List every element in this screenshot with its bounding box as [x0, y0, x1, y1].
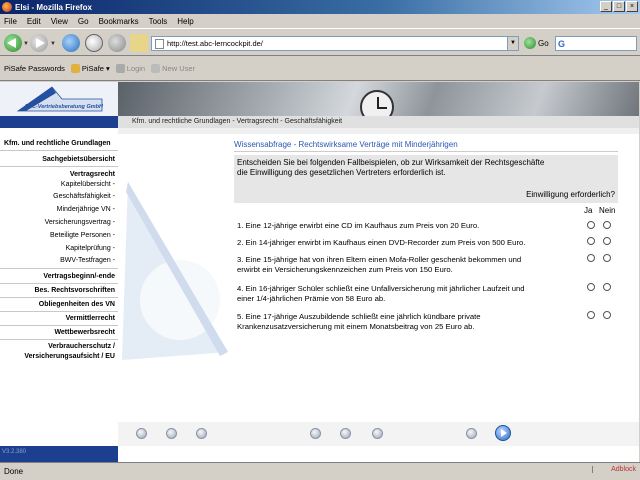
pisafe-label: PiSafe	[81, 64, 104, 73]
question-text-line-1: 5. Eine 17-jährige Auszubildende schließt eine jährlich kündbare private	[237, 312, 481, 321]
web-content	[0, 82, 640, 462]
window-title: Elsi - Mozilla Firefox	[15, 2, 92, 12]
new-user-button[interactable]	[151, 64, 195, 73]
sidebar-item-geschaeftsfaehigkeit[interactable]: Geschäftsfähigkeit -	[53, 193, 115, 200]
google-icon: G	[558, 38, 566, 49]
sidebar-item-bwv-testfragen[interactable]: BWV-Testfragen -	[60, 257, 115, 264]
back-dropdown-icon[interactable]: ▼	[23, 41, 29, 47]
sidebar-item-versicherungsaufsicht[interactable]: Versicherungsaufsicht / EU	[24, 353, 115, 360]
bottom-navigation	[118, 422, 640, 446]
sidebar-item-verbraucherschutz[interactable]: Verbraucherschutz /	[48, 343, 115, 350]
title-underline	[234, 151, 618, 152]
question-text: 1. Eine 12-jährige erwirbt eine CD im Kaufhaus zum Preis von 20 Euro.	[237, 221, 480, 230]
company-logo[interactable]	[0, 82, 118, 116]
question-text-line-2: erwirbt ein Versicherungskennzeichen zum Preis von 150 Euro.	[237, 265, 453, 274]
sidebar-top-section[interactable]: Kfm. und rechtliche Grundlagen	[4, 140, 111, 147]
question-4-ja-radio[interactable]	[587, 283, 595, 291]
question-3-ja-radio[interactable]	[587, 254, 595, 262]
info-icon[interactable]	[340, 428, 351, 439]
logo-text: ABC-Vertriebsberatung GmbH	[24, 104, 103, 110]
breadcrumb: Kfm. und rechtliche Grundlagen - Vertragsrecht - Geschäftsfähigkeit	[118, 116, 640, 128]
home-button[interactable]	[130, 34, 148, 52]
column-header-nein: Nein	[599, 206, 616, 215]
quiz-panel	[234, 140, 618, 203]
status-bar	[0, 462, 640, 480]
sidebar-divider	[0, 268, 118, 269]
login-label: Login	[126, 64, 146, 73]
menu-bar	[0, 14, 640, 28]
question-text-line-2: einer 1/4-jährlichen Prämie von 58 Euro ab.	[237, 294, 386, 303]
header-divider	[118, 128, 640, 134]
quiz-title: Wissensabfrage - Rechtswirksame Verträge mit Minderjährigen	[234, 140, 458, 149]
glossary-icon[interactable]	[196, 428, 207, 439]
back-button[interactable]	[4, 34, 22, 52]
question-text-line-1: 3. Eine 15-jährige hat von ihren Eltern einen Mofa-Roller geschenkt bekommen und	[237, 255, 522, 264]
search-input[interactable]	[555, 36, 637, 51]
menu-file[interactable]: File	[4, 16, 17, 26]
url-bar[interactable]	[151, 36, 519, 51]
question-3-nein-radio[interactable]	[603, 254, 611, 262]
go-arrow-icon	[524, 37, 536, 49]
login-button[interactable]	[116, 64, 145, 73]
sidebar-divider	[0, 283, 118, 284]
extension-toolbar	[0, 57, 640, 81]
sidebar-divider	[0, 297, 118, 298]
question-4	[237, 284, 577, 304]
sidebar-item-beteiligte-personen[interactable]: Beteiligte Personen -	[50, 232, 115, 239]
sidebar-item-vertragsrecht[interactable]: Vertragsrecht	[69, 171, 115, 178]
stop-button[interactable]	[108, 34, 126, 52]
pisafe-passwords-button[interactable]: PiSafe Passwords	[4, 64, 65, 73]
menu-view[interactable]: View	[50, 16, 68, 26]
sidebar-item-sachgebietsuebersicht[interactable]: Sachgebietsübersicht	[42, 156, 115, 163]
question-text-line-1: 4. Ein 16-jähriger Schüler schließt eine Unfallversicherung mit jährlicher Laufzeit und	[237, 284, 525, 293]
reload-button[interactable]	[62, 34, 80, 52]
status-text: Done	[4, 467, 24, 476]
question-text: 2. Ein 14-jähriger erwirbt im Kaufhaus einen DVD-Recorder zum Preis von 500 Euro.	[237, 238, 526, 247]
column-header-ja: Ja	[584, 206, 593, 215]
previous-page-icon[interactable]	[466, 428, 477, 439]
url-dropdown-icon[interactable]: ▼	[507, 37, 518, 50]
sidebar-item-vertragsbeginn[interactable]: Vertragsbeginn/-ende	[43, 273, 115, 280]
navigation-toolbar	[0, 28, 640, 56]
login-icon	[116, 64, 125, 73]
window-title-bar	[0, 0, 640, 14]
intro-box	[234, 155, 618, 203]
next-page-icon[interactable]	[495, 425, 511, 441]
question-2	[237, 238, 577, 248]
intro-line-2: die Einwilligung des gesetzlichen Vertreters erforderlich ist.	[237, 168, 446, 177]
url-text[interactable]: http://test.abc-lerncockpit.de/	[167, 39, 263, 48]
go-label: Go	[538, 38, 549, 48]
question-4-nein-radio[interactable]	[603, 283, 611, 291]
question-2-nein-radio[interactable]	[603, 237, 611, 245]
question-2-ja-radio[interactable]	[587, 237, 595, 245]
minimize-button[interactable]: _	[600, 1, 612, 12]
sidebar	[0, 134, 118, 452]
decorative-triangle	[120, 182, 230, 362]
pisafe-icon	[71, 64, 80, 73]
header-photo	[118, 82, 640, 116]
menu-edit[interactable]: Edit	[26, 16, 41, 26]
sidebar-divider	[0, 150, 118, 151]
question-5-nein-radio[interactable]	[603, 311, 611, 319]
print-icon[interactable]	[136, 428, 147, 439]
requirement-question: Einwilligung erforderlich?	[526, 190, 615, 199]
go-button[interactable]	[524, 37, 549, 49]
intro-line-1: Entscheiden Sie bei folgenden Fallbeispielen, ob zur Wirksamkeit der Rechtsgeschäfte	[237, 158, 545, 167]
version-label: V3.2.380	[0, 446, 118, 462]
menu-help[interactable]: Help	[177, 16, 194, 26]
maximize-button[interactable]: □	[613, 1, 625, 12]
sidebar-item-rechtsvorschriften[interactable]: Bes. Rechtsvorschriften	[34, 287, 115, 294]
adblock-button[interactable]: Adblock	[592, 466, 636, 473]
menu-tools[interactable]: Tools	[148, 16, 168, 26]
menu-go[interactable]: Go	[77, 16, 89, 26]
new-user-icon	[151, 64, 160, 73]
close-button[interactable]: ×	[626, 1, 638, 12]
forward-dropdown-icon[interactable]: ▼	[50, 41, 56, 47]
sidebar-divider	[0, 339, 118, 340]
question-5-ja-radio[interactable]	[587, 311, 595, 319]
question-1	[237, 221, 577, 231]
help-icon[interactable]	[166, 428, 177, 439]
blue-stripe	[0, 116, 118, 128]
sidebar-item-kapiteluebersicht[interactable]: Kapitelübersicht -	[60, 181, 115, 188]
question-1-nein-radio[interactable]	[603, 221, 611, 229]
sidebar-divider	[0, 325, 118, 326]
menu-bookmarks[interactable]: Bookmarks	[98, 16, 139, 26]
new-user-label: New User	[162, 64, 196, 73]
question-1-ja-radio[interactable]	[587, 221, 595, 229]
question-5	[237, 312, 577, 332]
chevron-down-icon: ▾	[105, 64, 110, 73]
sidebar-item-vermittlerrecht[interactable]: Vermittlerrecht	[65, 315, 115, 322]
check-icon[interactable]	[310, 428, 321, 439]
question-3	[237, 255, 577, 275]
pisafe-menu[interactable]	[71, 64, 110, 73]
page-icon	[155, 39, 164, 49]
question-text-line-2: Krankenzusatzversicherung mit einem Monatsbeitrag von 25 Euro ab.	[237, 322, 475, 331]
footer-area	[118, 446, 640, 462]
firefox-icon	[2, 2, 12, 12]
sidebar-item-wettbewerbsrecht[interactable]: Wettbewerbsrecht	[54, 329, 115, 336]
sidebar-item-versicherungsvertrag[interactable]: Versicherungsvertrag -	[44, 219, 115, 226]
sidebar-divider	[0, 166, 118, 167]
sidebar-item-kapitelpruefung[interactable]: Kapitelprüfung -	[65, 245, 115, 252]
sidebar-item-obliegenheiten[interactable]: Obliegenheiten des VN	[38, 301, 115, 308]
sidebar-item-minderjaehrige-vn[interactable]: Minderjährige VN -	[56, 206, 115, 213]
forward-button[interactable]	[30, 34, 48, 52]
sidebar-divider	[0, 311, 118, 312]
notes-icon[interactable]	[372, 428, 383, 439]
history-clock-button[interactable]	[85, 34, 103, 52]
